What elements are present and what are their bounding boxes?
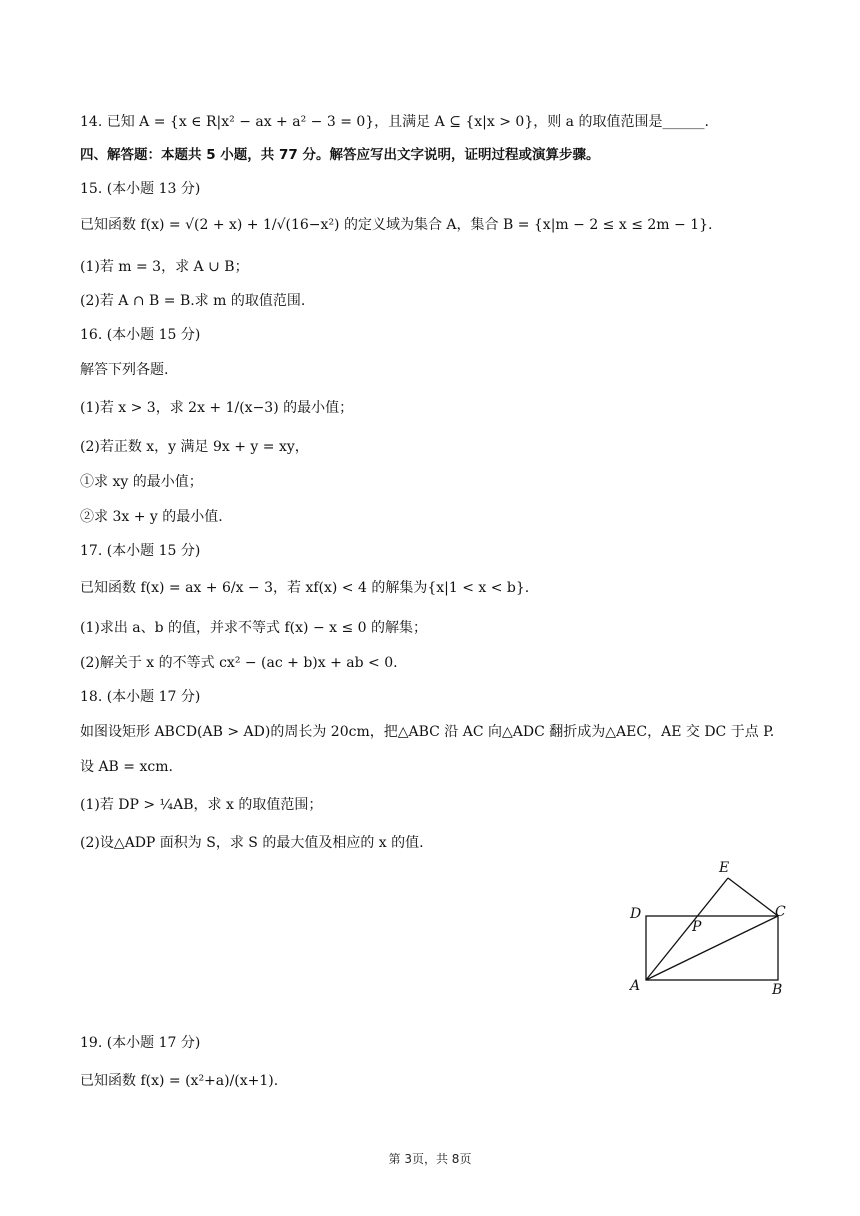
question-17-part-2: (2)解关于 x 的不等式 cx² − (ac + b)x + ab < 0. [80,655,398,671]
question-15-stem: 已知函数 f(x) = √(2 + x) + 1/√(16−x²) 的定义域为集合 A，集合 B = {x|m − 2 ≤ x ≤ 2m − 1}. [80,217,713,233]
question-16-sub-1: ①求 xy 的最小值； [80,474,203,490]
question-16-stem: 解答下列各题. [80,362,169,378]
label-p: P [692,919,702,935]
label-e: E [719,860,730,876]
question-19-stem: 已知函数 f(x) = (x²+a)/(x+1). [80,1073,279,1089]
question-16-part-1: (1)若 x > 3，求 2x + 1/(x−3) 的最小值； [80,400,354,416]
question-16-sub-2: ②求 3x + y 的最小值. [80,509,223,525]
question-15-part-1: (1)若 m = 3，求 A ∪ B； [80,259,249,275]
question-17-part-1: (1)求出 a、b 的值，并求不等式 f(x) − x ≤ 0 的解集； [80,620,428,636]
question-18-header: 18. (本小题 17 分) [80,689,201,705]
rectangle-fold-figure [618,858,798,1000]
question-18-stem-cont: 设 AB = xcm. [80,759,173,775]
section-heading: 四、解答题：本题共 5 小题，共 77 分。解答应写出文字说明，证明过程或演算步骤。 [80,147,600,163]
question-17-header: 17. (本小题 15 分) [80,543,201,559]
question-17-stem: 已知函数 f(x) = ax + 6/x − 3，若 xf(x) < 4 的解集为{x|1 < x < b}. [80,580,530,596]
label-d: D [630,906,642,922]
label-b: B [772,982,783,998]
question-15-header: 15. (本小题 13 分) [80,181,201,197]
question-18-part-1: (1)若 DP > ¼AB，求 x 的取值范围； [80,797,323,813]
page-footer: 第 3页，共 8页 [388,1152,472,1166]
label-a: A [630,978,641,994]
segment-ae [646,878,728,980]
question-18-part-2: (2)设△ADP 面积为 S，求 S 的最大值及相应的 x 的值. [80,835,424,851]
segment-ec [728,878,778,916]
question-14: 14. 已知 A = {x ∈ R|x² − ax + a² − 3 = 0}，且满足 A ⊆ {x|x > 0}，则 a 的取值范围是______. [80,114,709,130]
question-16-part-2: (2)若正数 x，y 满足 9x + y = xy， [80,439,309,455]
diagonal-ac [646,916,778,980]
question-15-part-2: (2)若 A ∩ B = B.求 m 的取值范围. [80,293,306,309]
question-16-header: 16. (本小题 15 分) [80,327,201,343]
question-18-stem: 如图设矩形 ABCD(AB > AD)的周长为 20cm，把△ABC 沿 AC 向△ADC 翻折成为△AEC，AE 交 DC 于点 P. [80,724,775,740]
label-c: C [775,904,786,920]
question-19-header: 19. (本小题 17 分) [80,1035,201,1051]
